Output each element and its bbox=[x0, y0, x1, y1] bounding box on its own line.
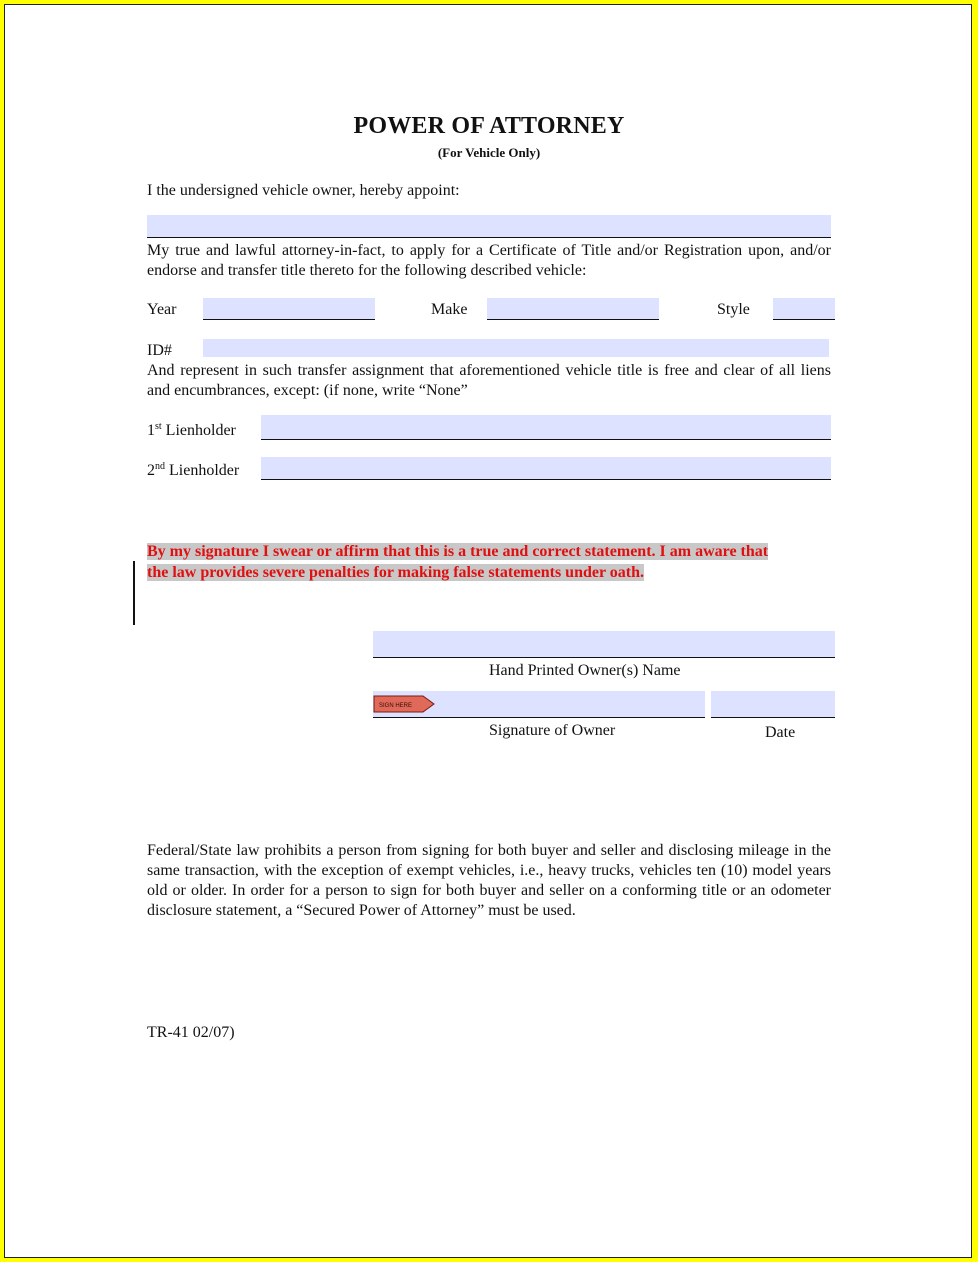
federal-paragraph: Federal/State law prohibits a person from signing for both buyer and seller and disclosing mileage in the same transaction, with the exception of exempt vehicles, i.e., heavy trucks, vehicles ten (10) model years old or older. In order for a person to sign for both buyer and seller on a conforming title or an odometer disclosure statement, a “Secured Power of Attorney” must be used. bbox=[147, 842, 831, 919]
id-field[interactable] bbox=[203, 339, 829, 357]
year-field[interactable] bbox=[203, 298, 375, 320]
make-field[interactable] bbox=[487, 298, 659, 320]
warning-line-2: the law provides severe penalties for making false statements under oath. bbox=[147, 564, 645, 581]
transfer-paragraph: And represent in such transfer assignment that aforementioned vehicle title is free and clear of all liens and encumbrances, except: (if none, write “None” bbox=[147, 362, 831, 399]
appointee-field[interactable] bbox=[147, 215, 831, 238]
style-field[interactable] bbox=[773, 298, 835, 320]
text-cursor bbox=[133, 561, 135, 625]
signature-label: Signature of Owner bbox=[489, 722, 616, 739]
lienholder2-field[interactable] bbox=[261, 457, 831, 480]
date-label: Date bbox=[765, 724, 796, 741]
id-label: ID# bbox=[147, 342, 172, 359]
appoint-line: I the undersigned vehicle owner, hereby appoint: bbox=[147, 182, 460, 199]
style-label: Style bbox=[717, 301, 750, 318]
owner-name-label: Hand Printed Owner(s) Name bbox=[489, 662, 681, 679]
form-number: TR-41 02/07) bbox=[147, 1024, 235, 1041]
sign-here-tag[interactable] bbox=[373, 695, 435, 713]
document-page bbox=[4, 4, 972, 1258]
year-label: Year bbox=[147, 301, 177, 318]
lienholder1-label: 1st Lienholder bbox=[147, 421, 236, 439]
lienholder2-label: 2nd Lienholder bbox=[147, 461, 240, 479]
warning-line-1: By my signature I swear or affirm that this is a true and correct statement. I am aware that bbox=[147, 543, 769, 560]
make-label: Make bbox=[431, 301, 468, 318]
attorney-paragraph: My true and lawful attorney-in-fact, to apply for a Certificate of Title and/or Registration upon, and/or endorse and transfer title thereto for the following described vehicle: bbox=[147, 242, 831, 279]
lienholder1-field[interactable] bbox=[261, 415, 831, 440]
owner-name-field[interactable] bbox=[373, 631, 835, 658]
page-title: POWER OF ATTORNEY bbox=[353, 113, 625, 139]
date-field[interactable] bbox=[711, 691, 835, 718]
sign-here-text: SIGN HERE bbox=[379, 703, 413, 709]
page-subtitle: (For Vehicle Only) bbox=[437, 145, 541, 160]
